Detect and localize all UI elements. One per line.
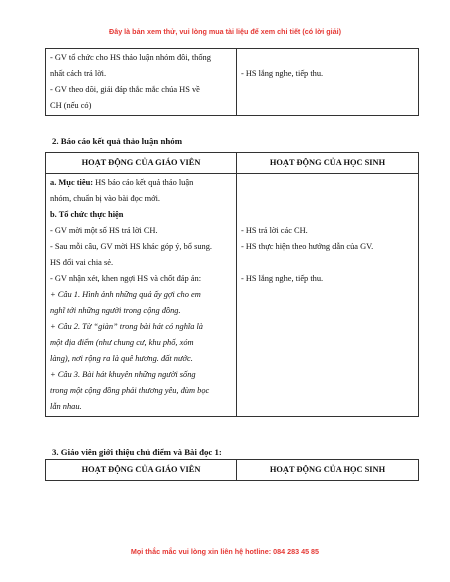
objective-text: HS báo cáo kết quả thảo luận — [95, 178, 194, 187]
text-line: - HS lắng nghe, tiếp thu. — [241, 69, 324, 78]
intro-activity-table — [45, 459, 419, 481]
text-line: nhất cách trả lời. — [50, 69, 107, 78]
section-heading: 2. Báo cáo kết quả thảo luận nhóm — [52, 136, 183, 146]
teacher-activity-cell — [46, 49, 237, 116]
preview-banner: Đây là bản xem thử, vui lòng mua tài liệu để xem chi tiết (có lời giải) — [109, 27, 341, 36]
text-line: - GV mời một số HS trả lời CH. — [50, 226, 158, 235]
column-header-teacher: HOẠT ĐỘNG CỦA GIÁO VIÊN — [46, 460, 237, 481]
column-header-teacher: HOẠT ĐỘNG CỦA GIÁO VIÊN — [46, 153, 237, 174]
organization-label: b. Tổ chức thực hiện — [50, 210, 124, 219]
answer-line: lẫn nhau. — [50, 402, 82, 411]
text-line: CH (nếu có) — [50, 101, 92, 110]
text-line: HS đổi vai chia sẻ. — [50, 258, 114, 267]
answer-line: nghĩ tới những người trong cộng đồng. — [50, 306, 181, 315]
text-line: - GV theo dõi, giải đáp thắc mắc chúa HS về — [50, 85, 200, 94]
report-activity-table — [45, 152, 419, 417]
text-line: - HS lắng nghe, tiếp thu. — [241, 274, 324, 283]
objective-line — [50, 175, 232, 191]
text-line: - GV tổ chức cho HS thảo luận nhóm đôi, thống — [50, 53, 211, 62]
objective-label: a. Mục tiêu: — [50, 178, 94, 187]
text-line: - HS trả lời các CH. — [241, 226, 308, 235]
teacher-activity-cell — [46, 174, 237, 417]
column-header-student: HOẠT ĐỘNG CỦA HỌC SINH — [237, 153, 419, 174]
student-activity-cell — [237, 49, 419, 116]
section-heading: 3. Giáo viên giới thiệu chủ điểm và Bài đọc 1: — [52, 447, 222, 457]
answer-line: + Câu 2. Từ “giàn” trong bài hát có nghĩa là — [50, 322, 203, 331]
text-line: - GV nhận xét, khen ngợi HS và chốt đáp án: — [50, 274, 202, 283]
answer-line: + Câu 3. Bài hát khuyên những người sống — [50, 370, 196, 379]
answer-line: một địa điểm (như chung cư, khu phố, xóm — [50, 338, 194, 347]
answer-line: làng), nơi rộng ra là quê hương. đất nước. — [50, 354, 193, 363]
text-line: - Sau mỗi câu, GV mời HS khác góp ý, bổ sung. — [50, 242, 212, 251]
column-header-student: HOẠT ĐỘNG CỦA HỌC SINH — [237, 460, 419, 481]
activity-table-continued — [45, 48, 419, 116]
answer-line: + Câu 1. Hình ảnh những quả ấy gợi cho em — [50, 290, 201, 299]
hotline-banner: Mọi thắc mắc vui lòng xin liên hệ hotline: 084 283 45 85 — [130, 547, 320, 556]
student-activity-cell — [237, 174, 419, 417]
text-line: nhóm, chuẩn bị vào bài đọc mới. — [50, 194, 161, 203]
answer-line: trong một cộng đồng phải thương yêu, đùm bọc — [50, 386, 210, 395]
text-line: - HS thực hiện theo hướng dẫn của GV. — [241, 242, 374, 251]
